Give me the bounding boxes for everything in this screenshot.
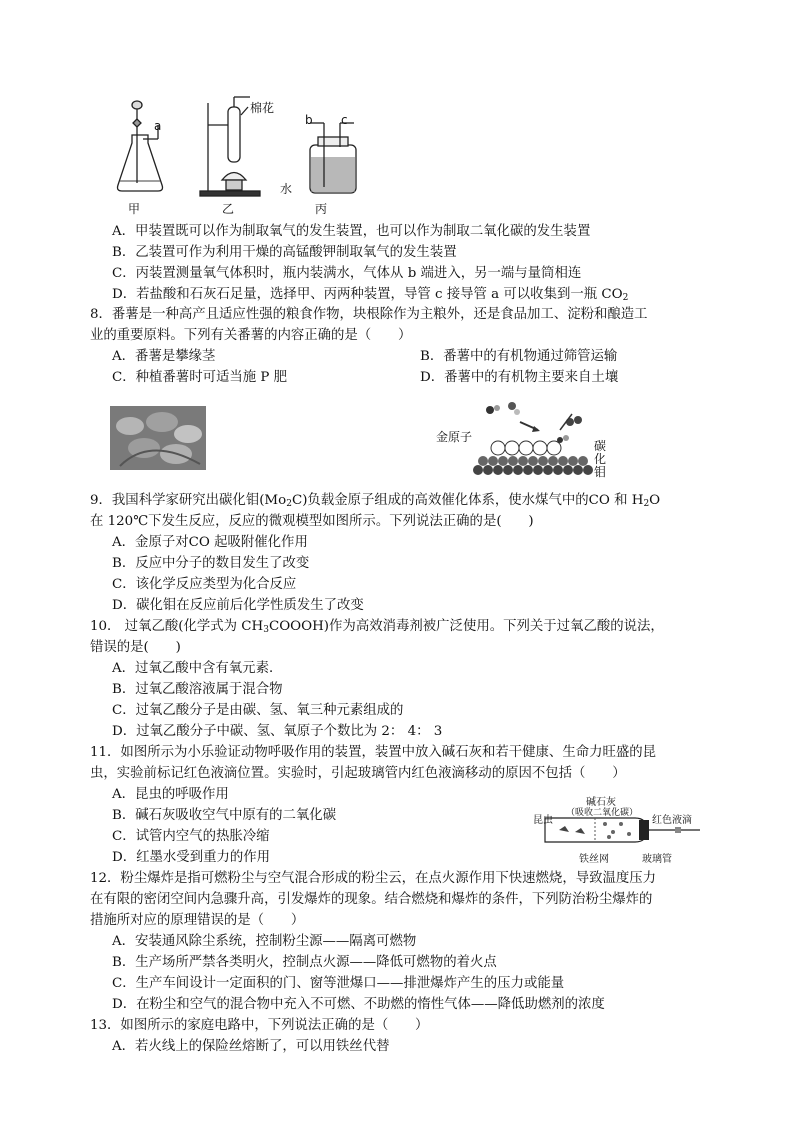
label-a: a xyxy=(154,119,162,133)
q9-option-a: A．金原子对CO 起吸附催化作用 xyxy=(112,535,308,550)
fig-tube-label: 玻璃管 xyxy=(642,854,672,865)
q13-stem: 13．如图所示的家庭电路中，下列说法正确的是（ ） xyxy=(90,1018,429,1033)
q9-stem-line1: 9．我国科学家研究出碳化钼$(Mo_2C)$负载金原子组成的高效催化体系，使水煤气中的CO 和 $H_2O$ xyxy=(90,493,661,509)
q8-option-d: D．番薯中的有机物主要来自土壤 xyxy=(420,370,619,385)
label-water: 水 xyxy=(280,182,293,196)
q8-option-b: B．番薯中的有机物通过筛管运输 xyxy=(420,349,618,364)
gold-atom-label: 金原子 xyxy=(436,430,473,444)
q12-stem-line2: 在有限的密闭空间内急骤升高，引发爆炸的现象。结合燃烧和爆炸的条件，下列防治粉尘爆炸的 xyxy=(90,892,653,907)
q10-stem-line2: 错误的是( ) xyxy=(90,640,181,655)
q12-stem-line1: 12．粉尘爆炸是指可燃粉尘与空气混合形成的粉尘云，在点火源作用下快速燃烧，导致温度压力 xyxy=(90,871,657,886)
label-jia: 甲 xyxy=(128,202,141,216)
q7-option-c: C．丙装置测量氧气体积时，瓶内装满水，气体从 b 端进入，另一端与量筒相连 xyxy=(112,266,582,281)
q11-option-a: A．昆虫的呼吸作用 xyxy=(112,787,229,802)
q7-option-b: B．乙装置可作为利用干燥的高锰酸钾制取氧气的发生装置 xyxy=(112,245,457,260)
q8-option-a: A．番薯是攀缘茎 xyxy=(112,349,216,364)
q12-option-d: D．在粉尘和空气的混合物中充入不可燃、不助燃的惰性气体——降低助燃剂的浓度 xyxy=(112,997,605,1012)
q10-option-d: D．过氧乙酸分子中碳、氢、氧原子个数比为 2： 4： 3 xyxy=(112,724,443,739)
q10-option-b: B．过氧乙酸溶液属于混合物 xyxy=(112,682,283,697)
label-bing: 丙 xyxy=(315,202,328,216)
q12-option-b: B．生产场所严禁各类明火，控制点火源——降低可燃物的着火点 xyxy=(112,955,497,970)
fig-drop-label: 红色液滴 xyxy=(652,815,692,826)
label-c: c xyxy=(341,113,348,127)
label-cotton: 棉花 xyxy=(250,101,275,115)
q13-option-a: A．若火线上的保险丝熔断了，可以用铁丝代替 xyxy=(112,1039,390,1054)
carbide-label: 碳 化 钼 xyxy=(594,439,607,479)
q8-stem-line1: 8．番薯是一种高产且适应性强的粮食作物，块根除作为主粮外，还是食品加工、淀粉和酿造工 xyxy=(90,307,648,322)
q9-option-c: C．该化学反应类型为化合反应 xyxy=(112,577,297,592)
sweet-potato-photo xyxy=(110,406,206,470)
bottle-bing xyxy=(310,123,356,193)
q11-option-b: B．碱石灰吸收空气中原有的二氧化碳 xyxy=(112,808,337,823)
q11-option-c: C．试管内空气的热胀冷缩 xyxy=(112,829,270,844)
fig-lime-note: （吸收二氧化碳） xyxy=(566,808,639,818)
apparatus-figure xyxy=(110,95,370,220)
label-b: b xyxy=(305,113,313,127)
q11-stem-line1: 11．如图所示为小乐验证动物呼吸作用的装置，装置中放入碱石灰和若干健康、生命力旺盛的昆 xyxy=(90,745,657,760)
q9-stem-line2: 在 120℃下发生反应，反应的微观模型如图所示。下列说法正确的是( ) xyxy=(90,514,534,529)
fig-lime-label: 碱石灰 xyxy=(586,797,616,808)
q7-option-a: A．甲装置既可以作为制取氧气的发生装置，也可以作为制取二氧化碳的发生装置 xyxy=(112,224,591,239)
q9-option-b: B．反应中分子的数目发生了改变 xyxy=(112,556,310,571)
q12-option-c: C．生产车间设计一定面积的门、窗等泄爆口——排泄爆炸产生的压力或能量 xyxy=(112,976,565,991)
q10-option-a: A．过氧乙酸中含有氧元素． xyxy=(112,661,283,676)
q10-stem-line1: 10． 过氧乙酸(化学式为 $CH_3COOOH$)作为高效消毒剂被广泛使用。下列关于过氧乙酸的说法， xyxy=(90,619,664,635)
q10-option-c: C．过氧乙酸分子是由碳、氢、氧三种元素组成的 xyxy=(112,703,404,718)
label-yi: 乙 xyxy=(222,202,235,216)
q8-stem-line2: 业的重要原料。下列有关番薯的内容正确的是（ ） xyxy=(90,328,412,343)
q11-option-d: D．红墨水受到重力的作用 xyxy=(112,850,271,865)
fig-insect-label: 昆虫 xyxy=(533,815,553,826)
fig-mesh-label: 铁丝网 xyxy=(579,854,609,865)
flask-jia xyxy=(118,101,163,191)
q8-option-c: C．种植番薯时可适当施 P 肥 xyxy=(112,370,288,385)
q12-option-a: A．安装通风除尘系统，控制粉尘源——隔离可燃物 xyxy=(112,934,417,949)
q9-option-d: D．碳化钼在反应前后化学性质发生了改变 xyxy=(112,598,364,613)
q7-option-d: D．若盐酸和石灰石足量，选择甲、丙两种装置，导管 c 接导管 a 可以收集到一瓶 $CO_2$ xyxy=(112,287,629,303)
q12-stem-line3: 措施所对应的原理错误的是（ ） xyxy=(90,913,305,928)
q11-stem-line2: 虫，实验前标记红色液滴位置。实验时，引起玻璃管内红色液滴移动的原因不包括（ ） xyxy=(90,766,626,781)
